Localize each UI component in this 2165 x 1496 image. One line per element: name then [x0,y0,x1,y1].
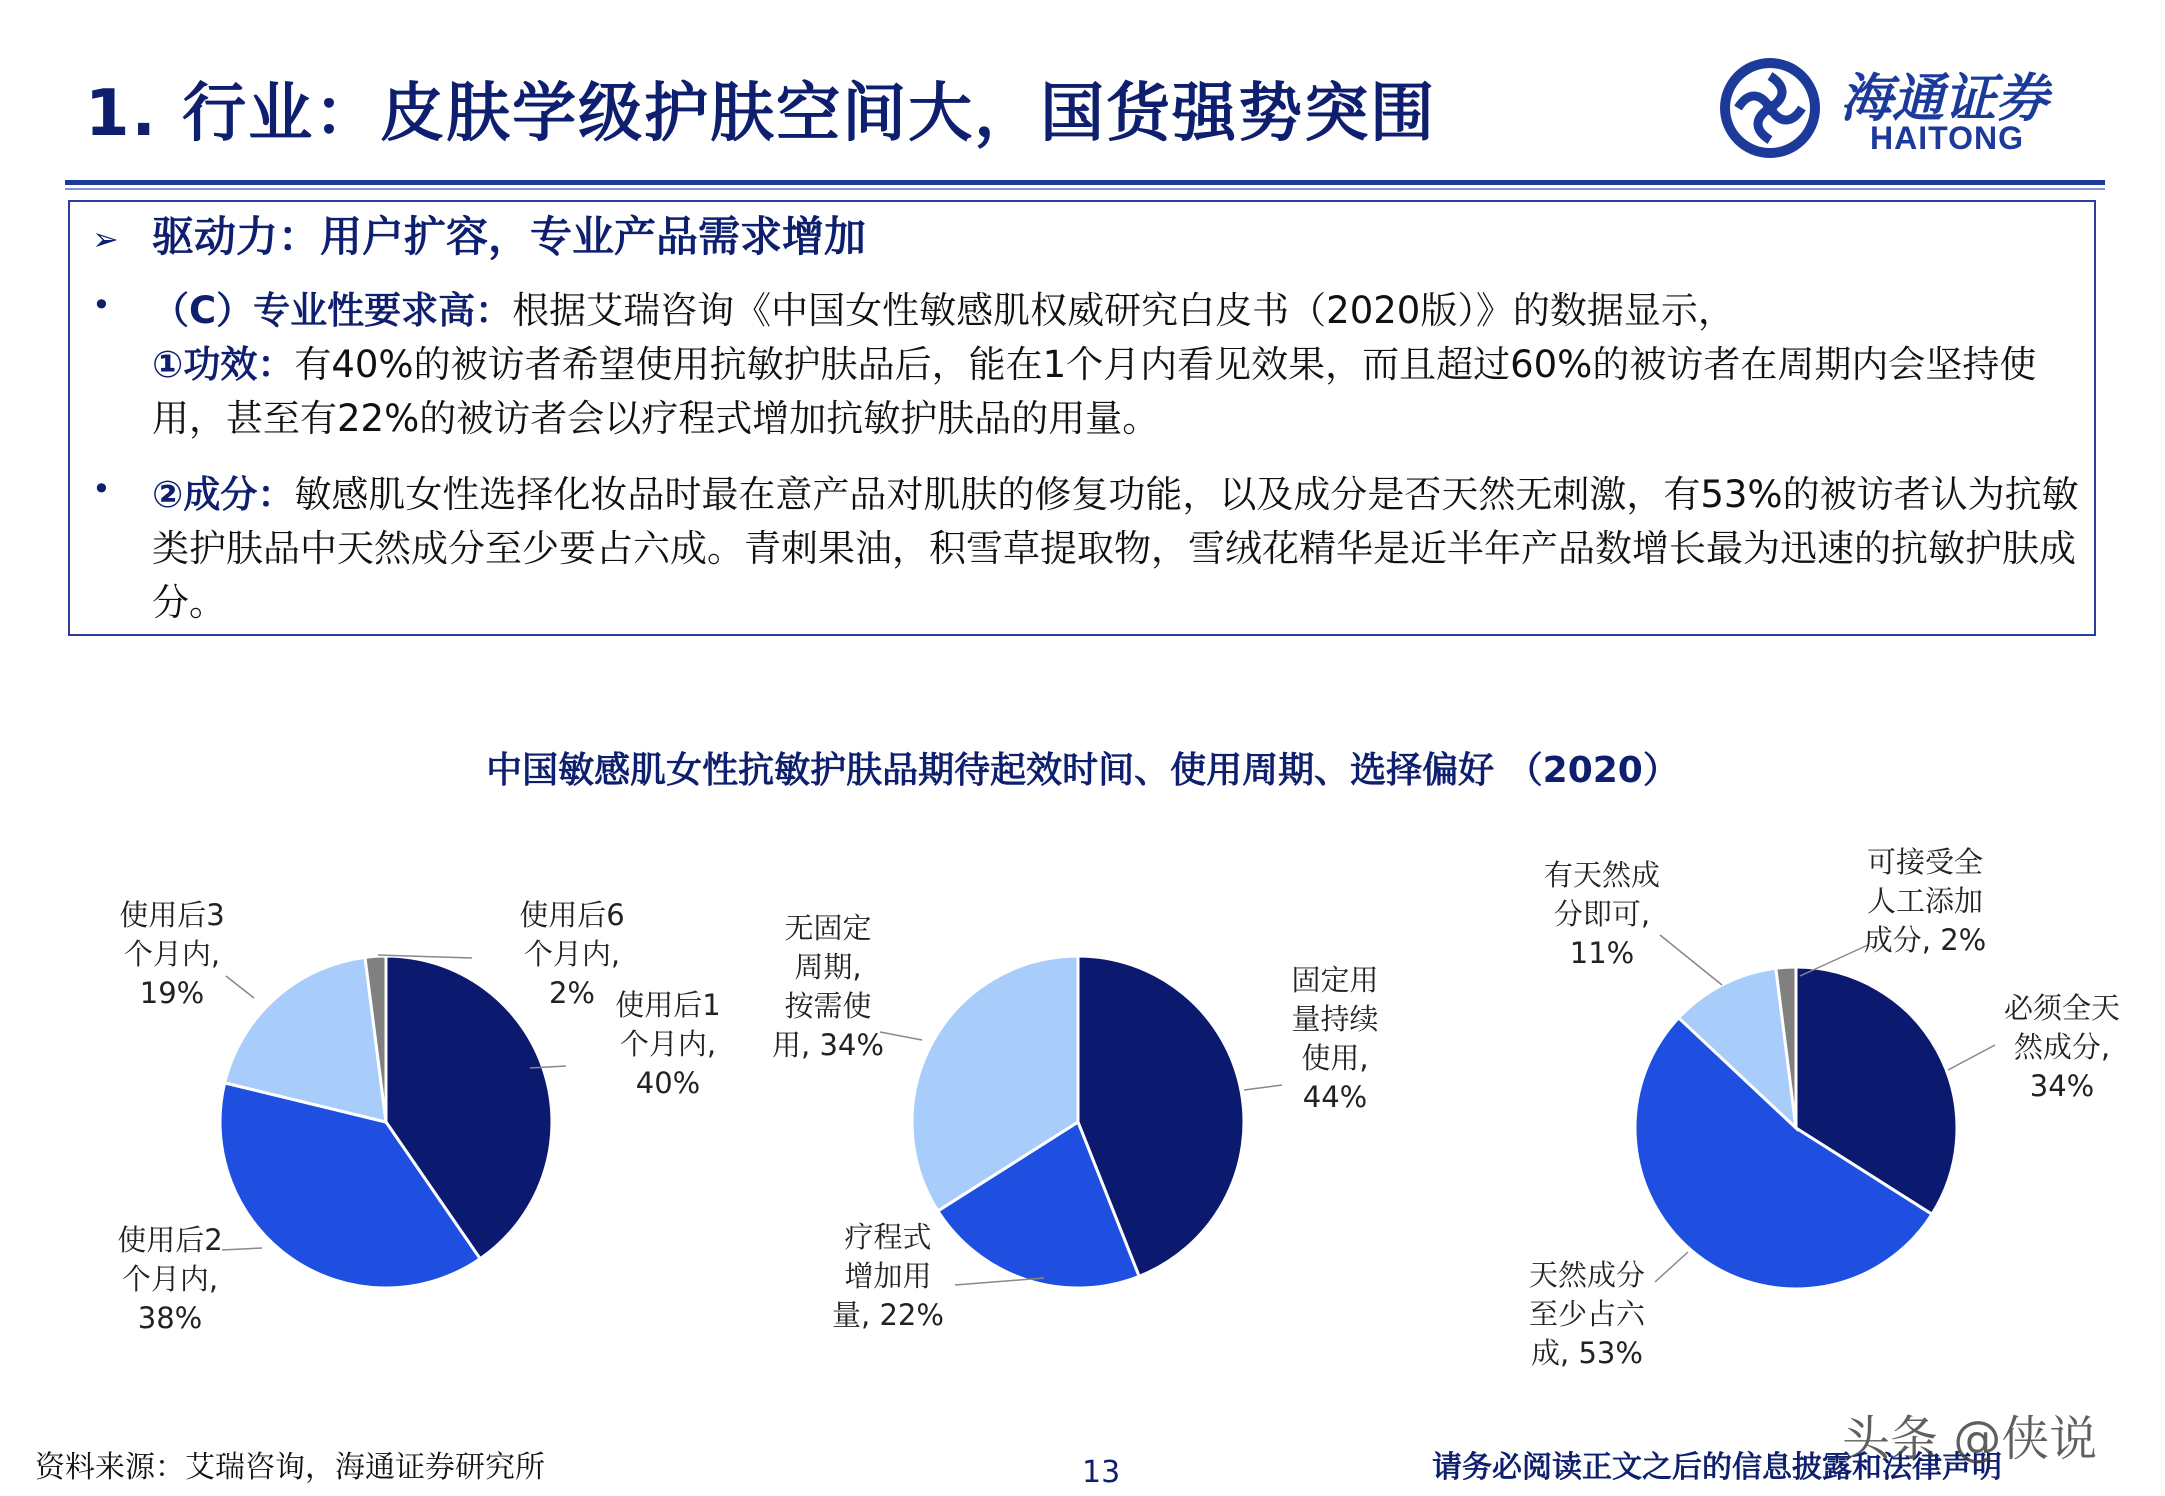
slice-label-line: 天然成分 [1528,1258,1646,1292]
page-title: 1. 行业：皮肤学级护肤空间大，国货强势突围 [85,77,1437,151]
paragraph-efficacy-body: 有40%的被访者希望使用抗敏护肤品后，能在1个月内看见效果，而且超过60%的被访者在周期内会坚持使用，甚至有22%的被访者会以疗程式增加抗敏护肤品的用量。 [152,343,2037,440]
slice-label-line: 个月内, [523,937,621,971]
disclaimer: 请务必阅读正文之后的信息披露和法律声明 [1432,1450,2002,1485]
leader-line [226,976,254,998]
slice-label-line: 固定用 [1291,963,1379,997]
slice-label-line: 34% [2029,1069,2095,1103]
slice-label-line: 44% [1302,1080,1368,1114]
slice-label [2004,991,2120,1103]
slice-label-line: 2% [548,976,596,1010]
slice-label [615,988,720,1100]
slice-label-line: 使用, [1301,1041,1369,1075]
slice-label-line: 至少占六 [1528,1297,1646,1331]
slice-label-line: 量持续 [1291,1002,1379,1036]
pie-chart-3 [1529,845,2120,1370]
slice-label-line: 必须全天 [2003,991,2121,1025]
paragraph-efficacy-intro: 根据艾瑞咨询《中国女性敏感肌权威研究白皮书（2020版）》的数据显示， [512,289,1735,332]
slice-label [119,898,224,1010]
slice-label-line: 量, 22% [832,1298,944,1332]
slice-label-line: 然成分, [2013,1030,2111,1064]
leader-line [1655,1252,1688,1282]
pie-chart-1 [117,898,720,1335]
leader-line [1244,1085,1282,1090]
slice-label-line: 人工添加 [1866,884,1984,918]
logo-chinese-name: 海通证券 [1840,68,2049,129]
slice-label [832,1220,944,1332]
slice-label-line: 增加用 [844,1259,932,1293]
slice-label-line: 成分, 2% [1863,923,1987,957]
slice-label-line: 疗程式 [844,1220,932,1254]
logo-english-name: HAITONG [1870,120,2024,156]
slice-label-line: 11% [1569,936,1635,970]
leader-line [880,1032,922,1040]
chart-title: 中国敏感肌女性抗敏护肤品期待起效时间、使用周期、选择偏好 （2020） [486,750,1679,791]
slice-label [519,898,624,1010]
slice-label-line: 个月内, [121,1262,219,1296]
leader-line [222,1248,262,1250]
slice-label [1544,858,1660,970]
paragraph-ingredients-body: 敏感肌女性选择化妆品时最在意产品对肌肤的修复功能，以及成分是否天然无刺激，有53%的被访者认为抗敏类护肤品中天然成分至少要占六成。青刺果油，积雪草提取物，雪绒花精华是近半年产品数增长最为迅速的抗敏护肤成分。 [152,473,2079,624]
leader-line [1660,935,1722,985]
leader-line [1948,1045,1995,1070]
paragraph-ingredients-label: ②成分： [152,473,295,516]
slice-label-line: 使用后1 [615,988,721,1022]
slice-label [772,911,884,1062]
slice-label-line: 38% [137,1301,203,1335]
slice-label-line: 个月内, [123,937,221,971]
slice-label [1529,1258,1646,1370]
paragraph-efficacy-label: ①功效： [152,343,295,386]
slice-label-line: 可接受全 [1866,845,1984,879]
bullet-icon: • [92,286,111,324]
page-number: 13 [1082,1455,1121,1490]
slice-label-line: 无固定 [784,911,872,945]
slice-label-line: 使用后6 [519,898,625,932]
slice-label-line: 按需使 [784,989,872,1023]
pie-chart-2 [772,911,1378,1332]
slice-label [117,1223,222,1335]
slice-label-line: 用, 34% [772,1028,884,1062]
watermark: 头条 @侠说 [1842,1411,2098,1467]
slice-label-line: 分即可, [1553,897,1651,931]
arrow-bullet-icon: ➢ [92,220,119,258]
slice-label-line: 使用后3 [119,898,225,932]
slice-label-line: 成, 53% [1531,1336,1643,1370]
slice-label-line: 周期, [794,950,862,984]
paragraph-efficacy-lead: （C）专业性要求高： [152,289,513,332]
text-box-heading: 驱动力：用户扩容，专业产品需求增加 [152,212,867,261]
slice-label-line: 19% [139,976,205,1010]
slice-label-line: 有天然成 [1543,858,1661,892]
slice-label [1291,963,1378,1114]
slice-label [1864,845,1986,957]
source-note: 资料来源：艾瑞咨询，海通证券研究所 [35,1450,545,1485]
slice-label-line: 40% [635,1066,701,1100]
slice-label-line: 使用后2 [117,1223,223,1257]
bullet-icon: • [92,470,111,508]
slice-label-line: 个月内, [619,1027,717,1061]
